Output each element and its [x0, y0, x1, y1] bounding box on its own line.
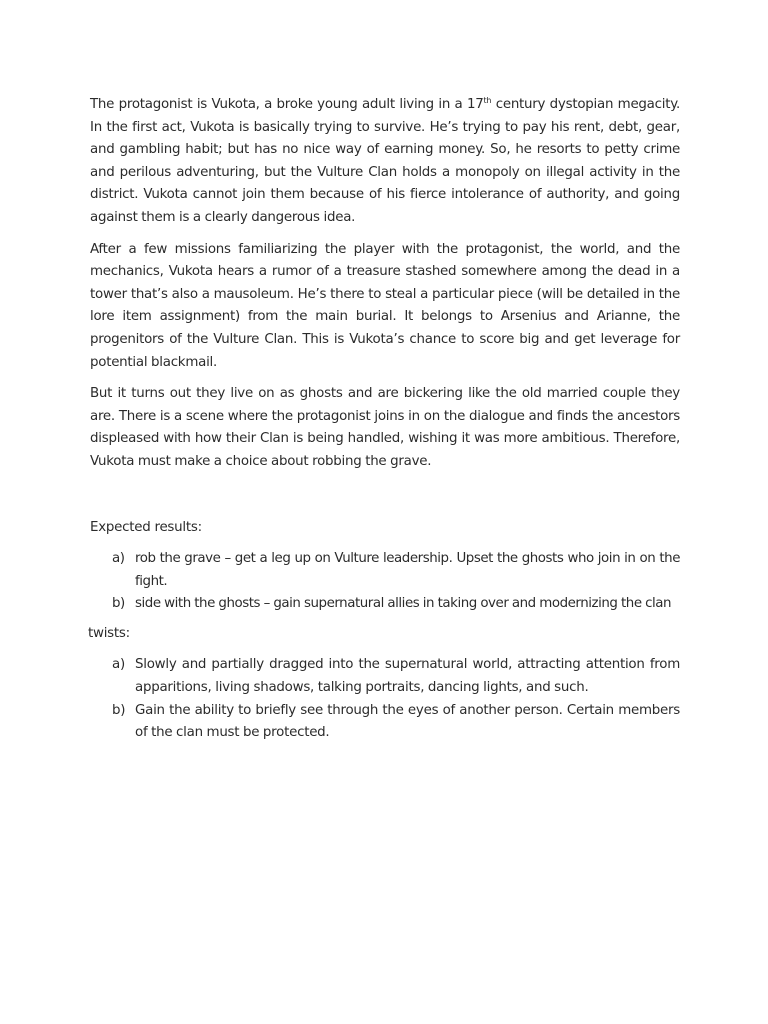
expected-results-heading: Expected results:: [90, 519, 202, 535]
twists-heading: twists:: [88, 625, 130, 641]
list-marker: b): [112, 702, 126, 718]
paragraph-missions: After a few missions familiarizing the player with the protagonist, the world, and the mechanics, Vukota hears a rumor of a treasure stashed somewhere among the dead in a tower that’s also a mausoleum. He’s there to steal a particular piece (will be detailed in the lore item assignment) from the main burial. It belongs to Arsenius and Arianne, the progenitors of the Vulture Clan. This is Vukota’s chance to score big and get leverage for potential blackmail.: [90, 241, 680, 370]
list-item-text: side with the ghosts – gain supernatural allies in taking over and modernizing the clan: [135, 596, 672, 612]
expected-results-list: [90, 548, 680, 616]
list-marker: b): [112, 596, 125, 612]
list-item: [90, 654, 680, 699]
list-item: [90, 548, 680, 593]
list-item: [90, 700, 680, 745]
list-marker: a): [112, 551, 125, 567]
document-body: [90, 94, 680, 752]
list-item: [90, 593, 680, 616]
list-item-text: rob the grave – get a leg up on Vulture leadership. Upset the ghosts who join in on the fight.: [135, 551, 680, 589]
paragraph-intro-start: The protagonist is Vukota, a broke young adult living in a 17: [90, 97, 484, 112]
paragraph-intro-rest: century dystopian megacity. In the first act, Vukota is basically trying to survive. He’s trying to pay his rent, debt, gear, and gambling habit; but has no nice way of earning money. So, he resorts to petty crime and perilous adventuring, but the Vulture Clan holds a monopoly on illegal activity in the district. Vukota cannot join them because of his fierce intolerance of authority, and going against them is a clearly dangerous idea.: [90, 97, 680, 225]
twists-list: [90, 654, 680, 744]
paragraph-intro: [90, 94, 680, 230]
paragraph-ghosts: But it turns out they live on as ghosts and are bickering like the old married couple they are. There is a scene where the protagonist joins in on the dialogue and finds the ancestors displeased with how their Clan is being handled, wishing it was more ambitious. Therefore, Vukota must make a choice about robbing the grave.: [90, 386, 680, 469]
list-marker: a): [112, 657, 125, 673]
paragraph-spacer: [90, 483, 680, 517]
list-item-text: Gain the ability to briefly see through the eyes of another person. Certain members of the clan must be protected.: [135, 702, 680, 741]
list-item-text: Slowly and partially dragged into the supernatural world, attracting attention from apparitions, living shadows, talking portraits, dancing lights, and such.: [135, 657, 680, 696]
ordinal-suffix: th: [483, 96, 492, 105]
